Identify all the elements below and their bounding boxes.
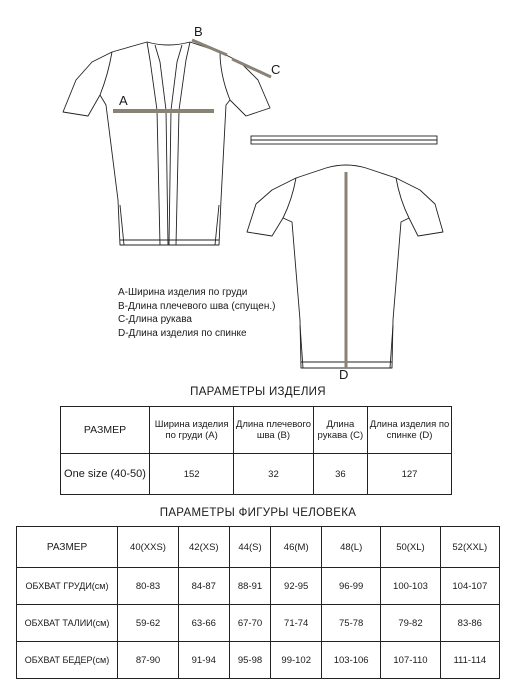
value-cell: 36 [313, 454, 367, 495]
value-cell: 96-99 [322, 568, 381, 605]
measure-label-d: D [339, 367, 349, 382]
value-cell: 79-82 [381, 605, 440, 642]
table-row [17, 568, 500, 605]
value-cell: 88-91 [229, 568, 271, 605]
garment-params-table [60, 406, 452, 495]
value-cell: 127 [368, 454, 452, 495]
value-cell: 95-98 [229, 642, 271, 679]
size-cell: One size (40-50) [61, 454, 150, 495]
header-cell: Длина изделия по спинке (D) [368, 407, 452, 454]
row-label: ОБХВАТ ТАЛИИ(см) [17, 605, 118, 642]
value-cell: 75-78 [322, 605, 381, 642]
legend-item-c: C-Длина рукава [118, 314, 192, 325]
value-cell: 84-87 [179, 568, 230, 605]
header-cell: РАЗМЕР [61, 407, 150, 454]
table-header-row [61, 407, 452, 454]
measurement-legend [118, 286, 275, 340]
header-cell: 48(L) [322, 527, 381, 568]
table-row [17, 642, 500, 679]
value-cell: 107-110 [381, 642, 440, 679]
table-row [17, 605, 500, 642]
header-cell: 52(XXL) [440, 527, 499, 568]
measure-line-c [232, 59, 271, 77]
value-cell: 92-95 [271, 568, 322, 605]
header-cell: 50(XL) [381, 527, 440, 568]
value-cell: 71-74 [271, 605, 322, 642]
legend-item-d: D-Длина изделия по спинке [118, 327, 247, 339]
value-cell: 67-70 [229, 605, 271, 642]
header-cell: 42(XS) [179, 527, 230, 568]
body-params-title: ПАРАМЕТРЫ ФИГУРЫ ЧЕЛОВЕКА [159, 507, 357, 519]
header-cell: РАЗМЕР [17, 527, 118, 568]
row-label: ОБХВАТ ГРУДИ(см) [17, 568, 118, 605]
value-cell: 152 [150, 454, 234, 495]
value-cell: 104-107 [440, 568, 499, 605]
row-label: ОБХВАТ БЕДЕР(см) [17, 642, 118, 679]
legend-item-b: B-Длина плечевого шва (спущен.) [118, 300, 276, 312]
measure-label-c: C [271, 62, 281, 77]
measure-label-a: A [119, 93, 128, 108]
value-cell: 59-62 [118, 605, 179, 642]
body-params-table [16, 526, 500, 679]
value-cell: 32 [234, 454, 313, 495]
front-view-drawing [63, 42, 270, 245]
value-cell: 100-103 [381, 568, 440, 605]
table-row [61, 454, 452, 495]
value-cell: 99-102 [271, 642, 322, 679]
measure-line-b [192, 40, 227, 55]
header-cell: Длина плечевого шва (B) [234, 407, 313, 454]
header-cell: 46(M) [271, 527, 322, 568]
value-cell: 80-83 [118, 568, 179, 605]
garment-params-title: ПАРАМЕТРЫ ИЗДЕЛИЯ [190, 386, 326, 398]
legend-item-a: A-Ширина изделия по груди [118, 287, 248, 298]
header-cell: Ширина изделия по груди (A) [150, 407, 234, 454]
value-cell: 111-114 [440, 642, 499, 679]
value-cell: 63-66 [179, 605, 230, 642]
collar-strip-drawing [251, 136, 437, 144]
header-cell: 44(S) [229, 527, 271, 568]
value-cell: 83-86 [440, 605, 499, 642]
header-cell: Длина рукава (C) [313, 407, 367, 454]
value-cell: 103-106 [322, 642, 381, 679]
measure-label-b: B [194, 24, 203, 39]
value-cell: 91-94 [179, 642, 230, 679]
header-cell: 40(XXS) [118, 527, 179, 568]
table-header-row [17, 527, 500, 568]
value-cell: 87-90 [118, 642, 179, 679]
